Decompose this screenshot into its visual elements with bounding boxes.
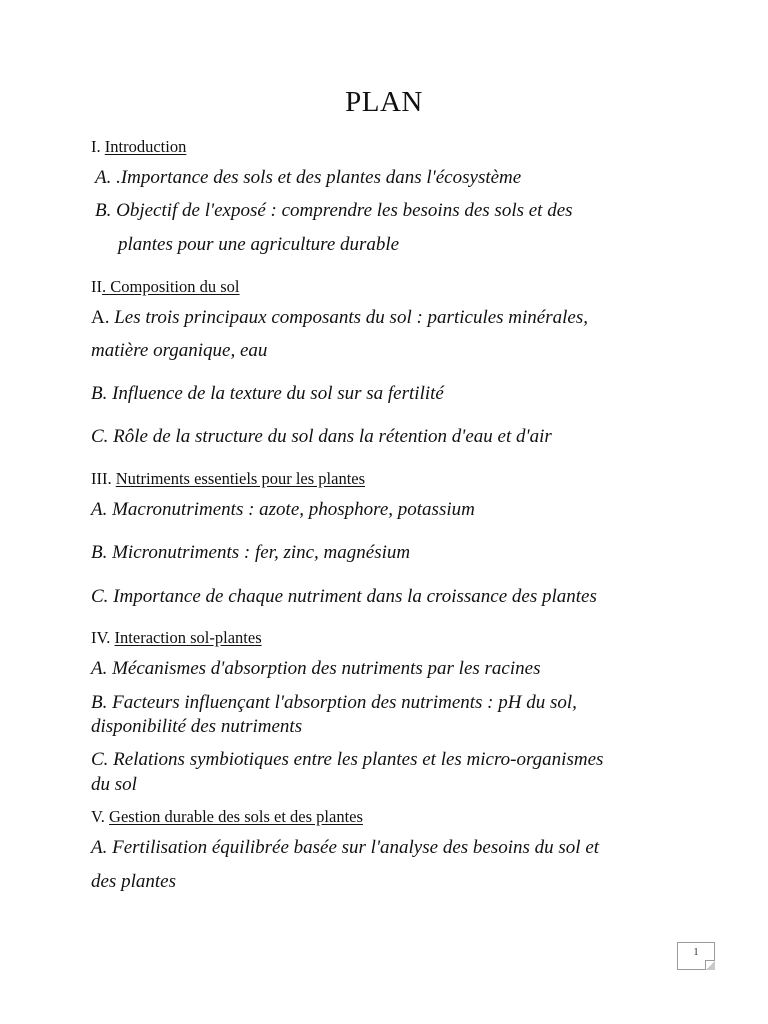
plan-item: B. Objectif de l'exposé : comprendre les besoins des sols et des [95, 200, 573, 221]
plan-item: plantes pour une agriculture durable [118, 234, 400, 255]
plan-item: du sol [91, 774, 137, 795]
plan-item: A. Macronutriments : azote, phosphore, potassium [91, 499, 475, 520]
plan-item: disponibilité des nutriments [91, 716, 303, 737]
section-number: II [91, 277, 102, 296]
section-label: Gestion durable des sols et des plantes [109, 807, 363, 826]
item-text: Les trois principaux composants du sol : particules minérales, [114, 307, 588, 328]
section-number: V. [91, 807, 110, 826]
section-heading-4 [91, 628, 262, 648]
section-heading-1 [91, 137, 186, 157]
page-fold-corner [705, 960, 715, 970]
plan-item: des plantes [91, 871, 176, 892]
section-label: . Composition du sol [102, 277, 240, 296]
plan-item: B. Micronutriments : fer, zinc, magnésium [91, 542, 411, 563]
plan-item: B. Facteurs influençant l'absorption des nutriments : pH du sol, [91, 692, 577, 713]
plan-item: C. Relations symbiotiques entre les plantes et les micro-organismes [91, 749, 604, 770]
plan-item: matière organique, eau [91, 340, 268, 361]
section-number: III. [91, 469, 116, 488]
plan-item: C. Importance de chaque nutriment dans la croissance des plantes [91, 586, 597, 607]
section-heading-3 [91, 469, 365, 489]
section-number: I. [91, 137, 105, 156]
plan-item: B. Influence de la texture du sol sur sa fertilité [91, 383, 444, 404]
plan-item: A. Fertilisation équilibrée basée sur l'analyse des besoins du sol et [91, 837, 600, 858]
item-prefix: A. [91, 307, 115, 328]
section-heading-5 [91, 807, 363, 827]
plan-item: A. Mécanismes d'absorption des nutriments par les racines [91, 658, 541, 679]
section-label: Interaction sol-plantes [114, 628, 262, 647]
page-title: PLAN [345, 86, 423, 118]
section-heading-2 [91, 277, 240, 297]
plan-item: C. Rôle de la structure du sol dans la rétention d'eau et d'air [91, 426, 552, 447]
section-number: IV. [91, 628, 115, 647]
plan-item [91, 307, 588, 329]
section-label: Nutriments essentiels pour les plantes [115, 469, 366, 488]
page-number-badge [677, 942, 715, 970]
section-label: Introduction [104, 137, 187, 156]
page-number: 1 [693, 947, 699, 958]
plan-item: A. .Importance des sols et des plantes dans l'écosystème [95, 167, 522, 188]
